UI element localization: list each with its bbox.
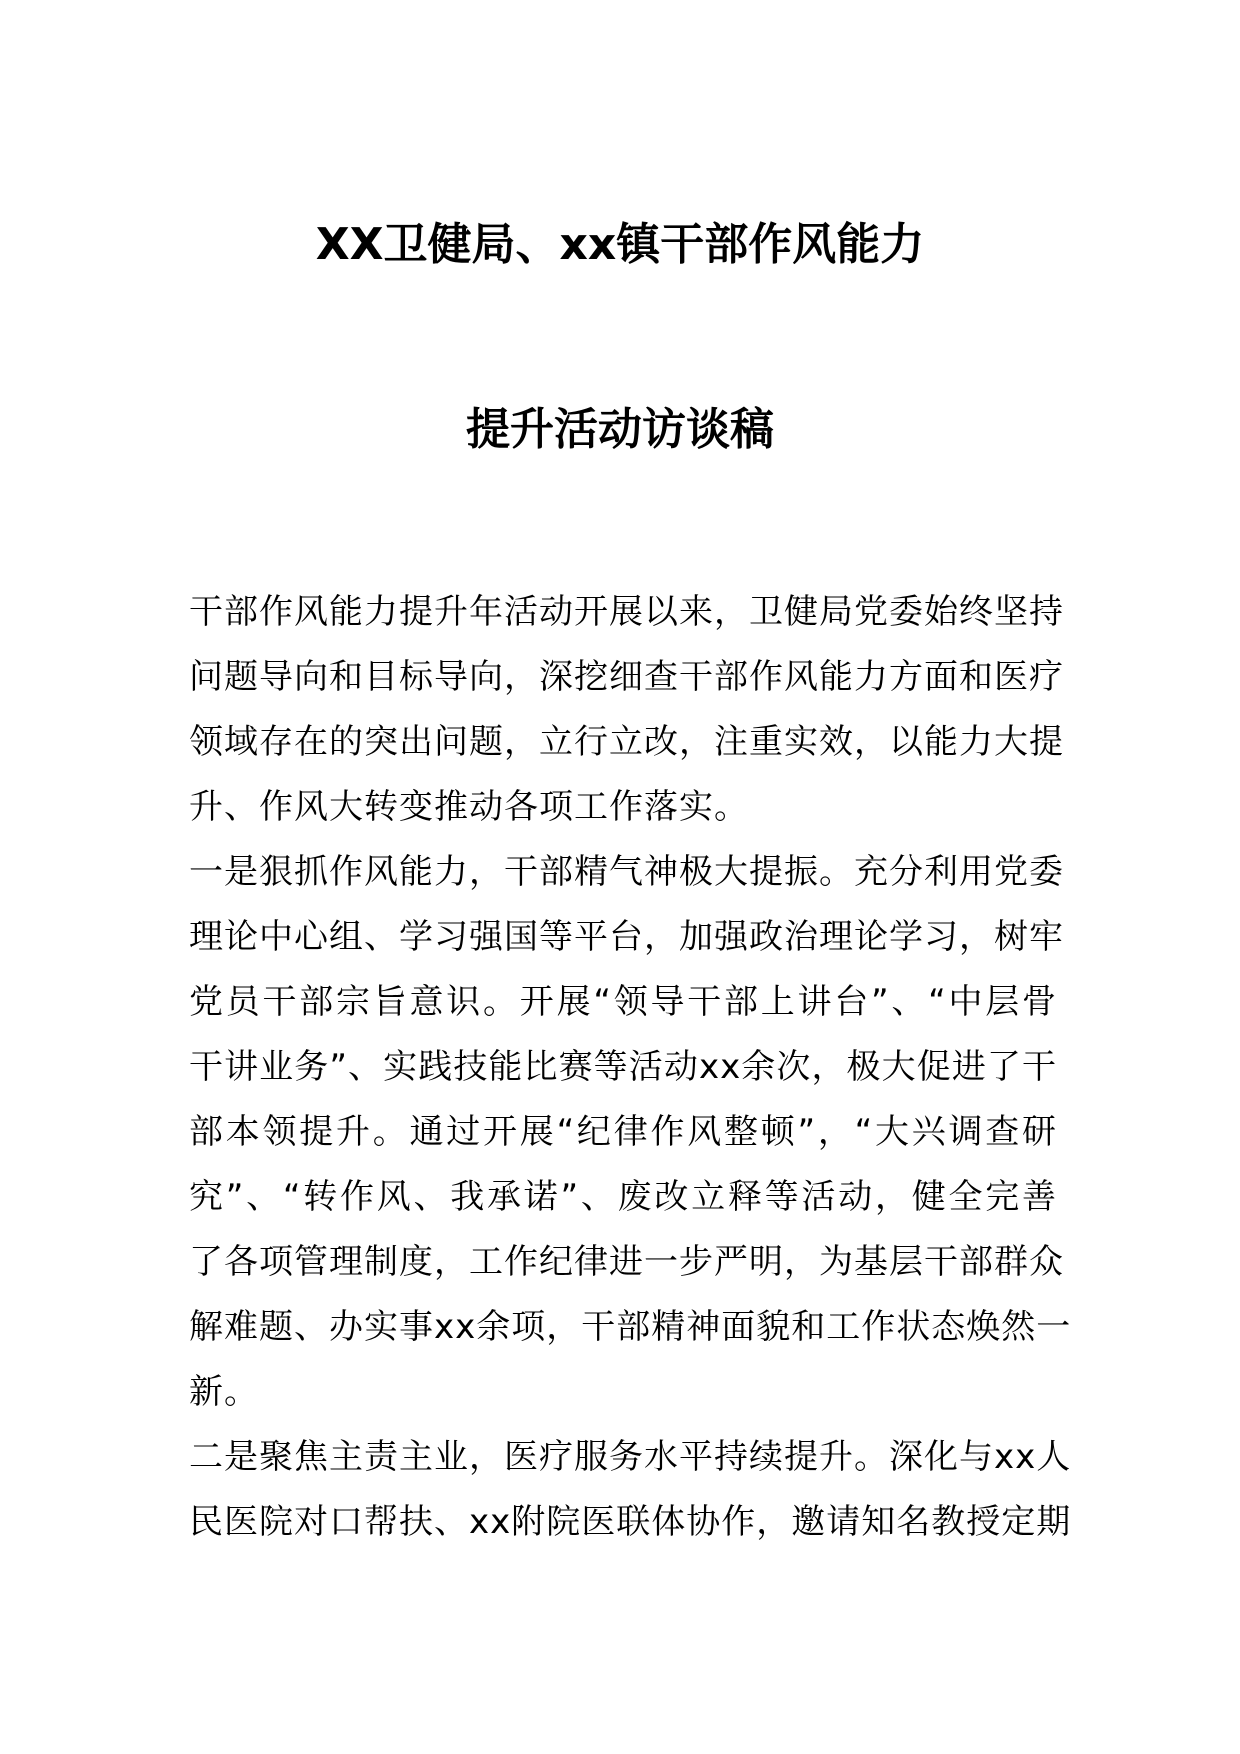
text-line: 究”、“转作风、我承诺”、废改立释等活动，健全完善 bbox=[189, 1177, 1057, 1217]
paragraph bbox=[189, 840, 1072, 1425]
text-line: 民医院对口帮扶、xx附院医联体协作，邀请知名教授定期 bbox=[189, 1502, 1072, 1542]
text-line: 理论中心组、学习强国等平台，加强政治理论学习，树牢 bbox=[189, 917, 1064, 957]
text-line: 问题导向和目标导向，深挖细查干部作风能力方面和医疗 bbox=[189, 657, 1064, 697]
text-line: 一是狠抓作风能力，干部精气神极大提振。充分利用党委 bbox=[189, 852, 1064, 892]
text-line: 干讲业务”、实践技能比赛等活动xx余次，极大促进了干 bbox=[189, 1047, 1057, 1087]
text-line: 党员干部宗旨意识。开展“领导干部上讲台”、“中层骨 bbox=[189, 982, 1057, 1022]
document-body bbox=[189, 580, 1072, 1555]
document-title-line-2: 提升活动访谈稿 bbox=[466, 404, 774, 455]
text-line: 干部作风能力提升年活动开展以来，卫健局党委始终坚持 bbox=[189, 592, 1064, 632]
text-line: 了各项管理制度，工作纪律进一步严明，为基层干部群众 bbox=[189, 1242, 1064, 1282]
text-line: 解难题、办实事xx余项，干部精神面貌和工作状态焕然一 bbox=[189, 1307, 1072, 1347]
text-line: 二是聚焦主责主业，医疗服务水平持续提升。深化与xx人 bbox=[189, 1437, 1072, 1477]
document-title-line-1: XX卫健局、xx镇干部作风能力 bbox=[315, 219, 925, 270]
text-line: 新。 bbox=[189, 1372, 259, 1412]
text-line: 部本领提升。通过开展“纪律作风整顿”，“大兴调查研 bbox=[189, 1112, 1057, 1152]
text-line: 升、作风大转变推动各项工作落实。 bbox=[189, 787, 749, 827]
paragraph bbox=[189, 580, 1064, 840]
text-line: 领域存在的突出问题，立行立改，注重实效，以能力大提 bbox=[189, 722, 1064, 762]
paragraph bbox=[189, 1425, 1072, 1555]
